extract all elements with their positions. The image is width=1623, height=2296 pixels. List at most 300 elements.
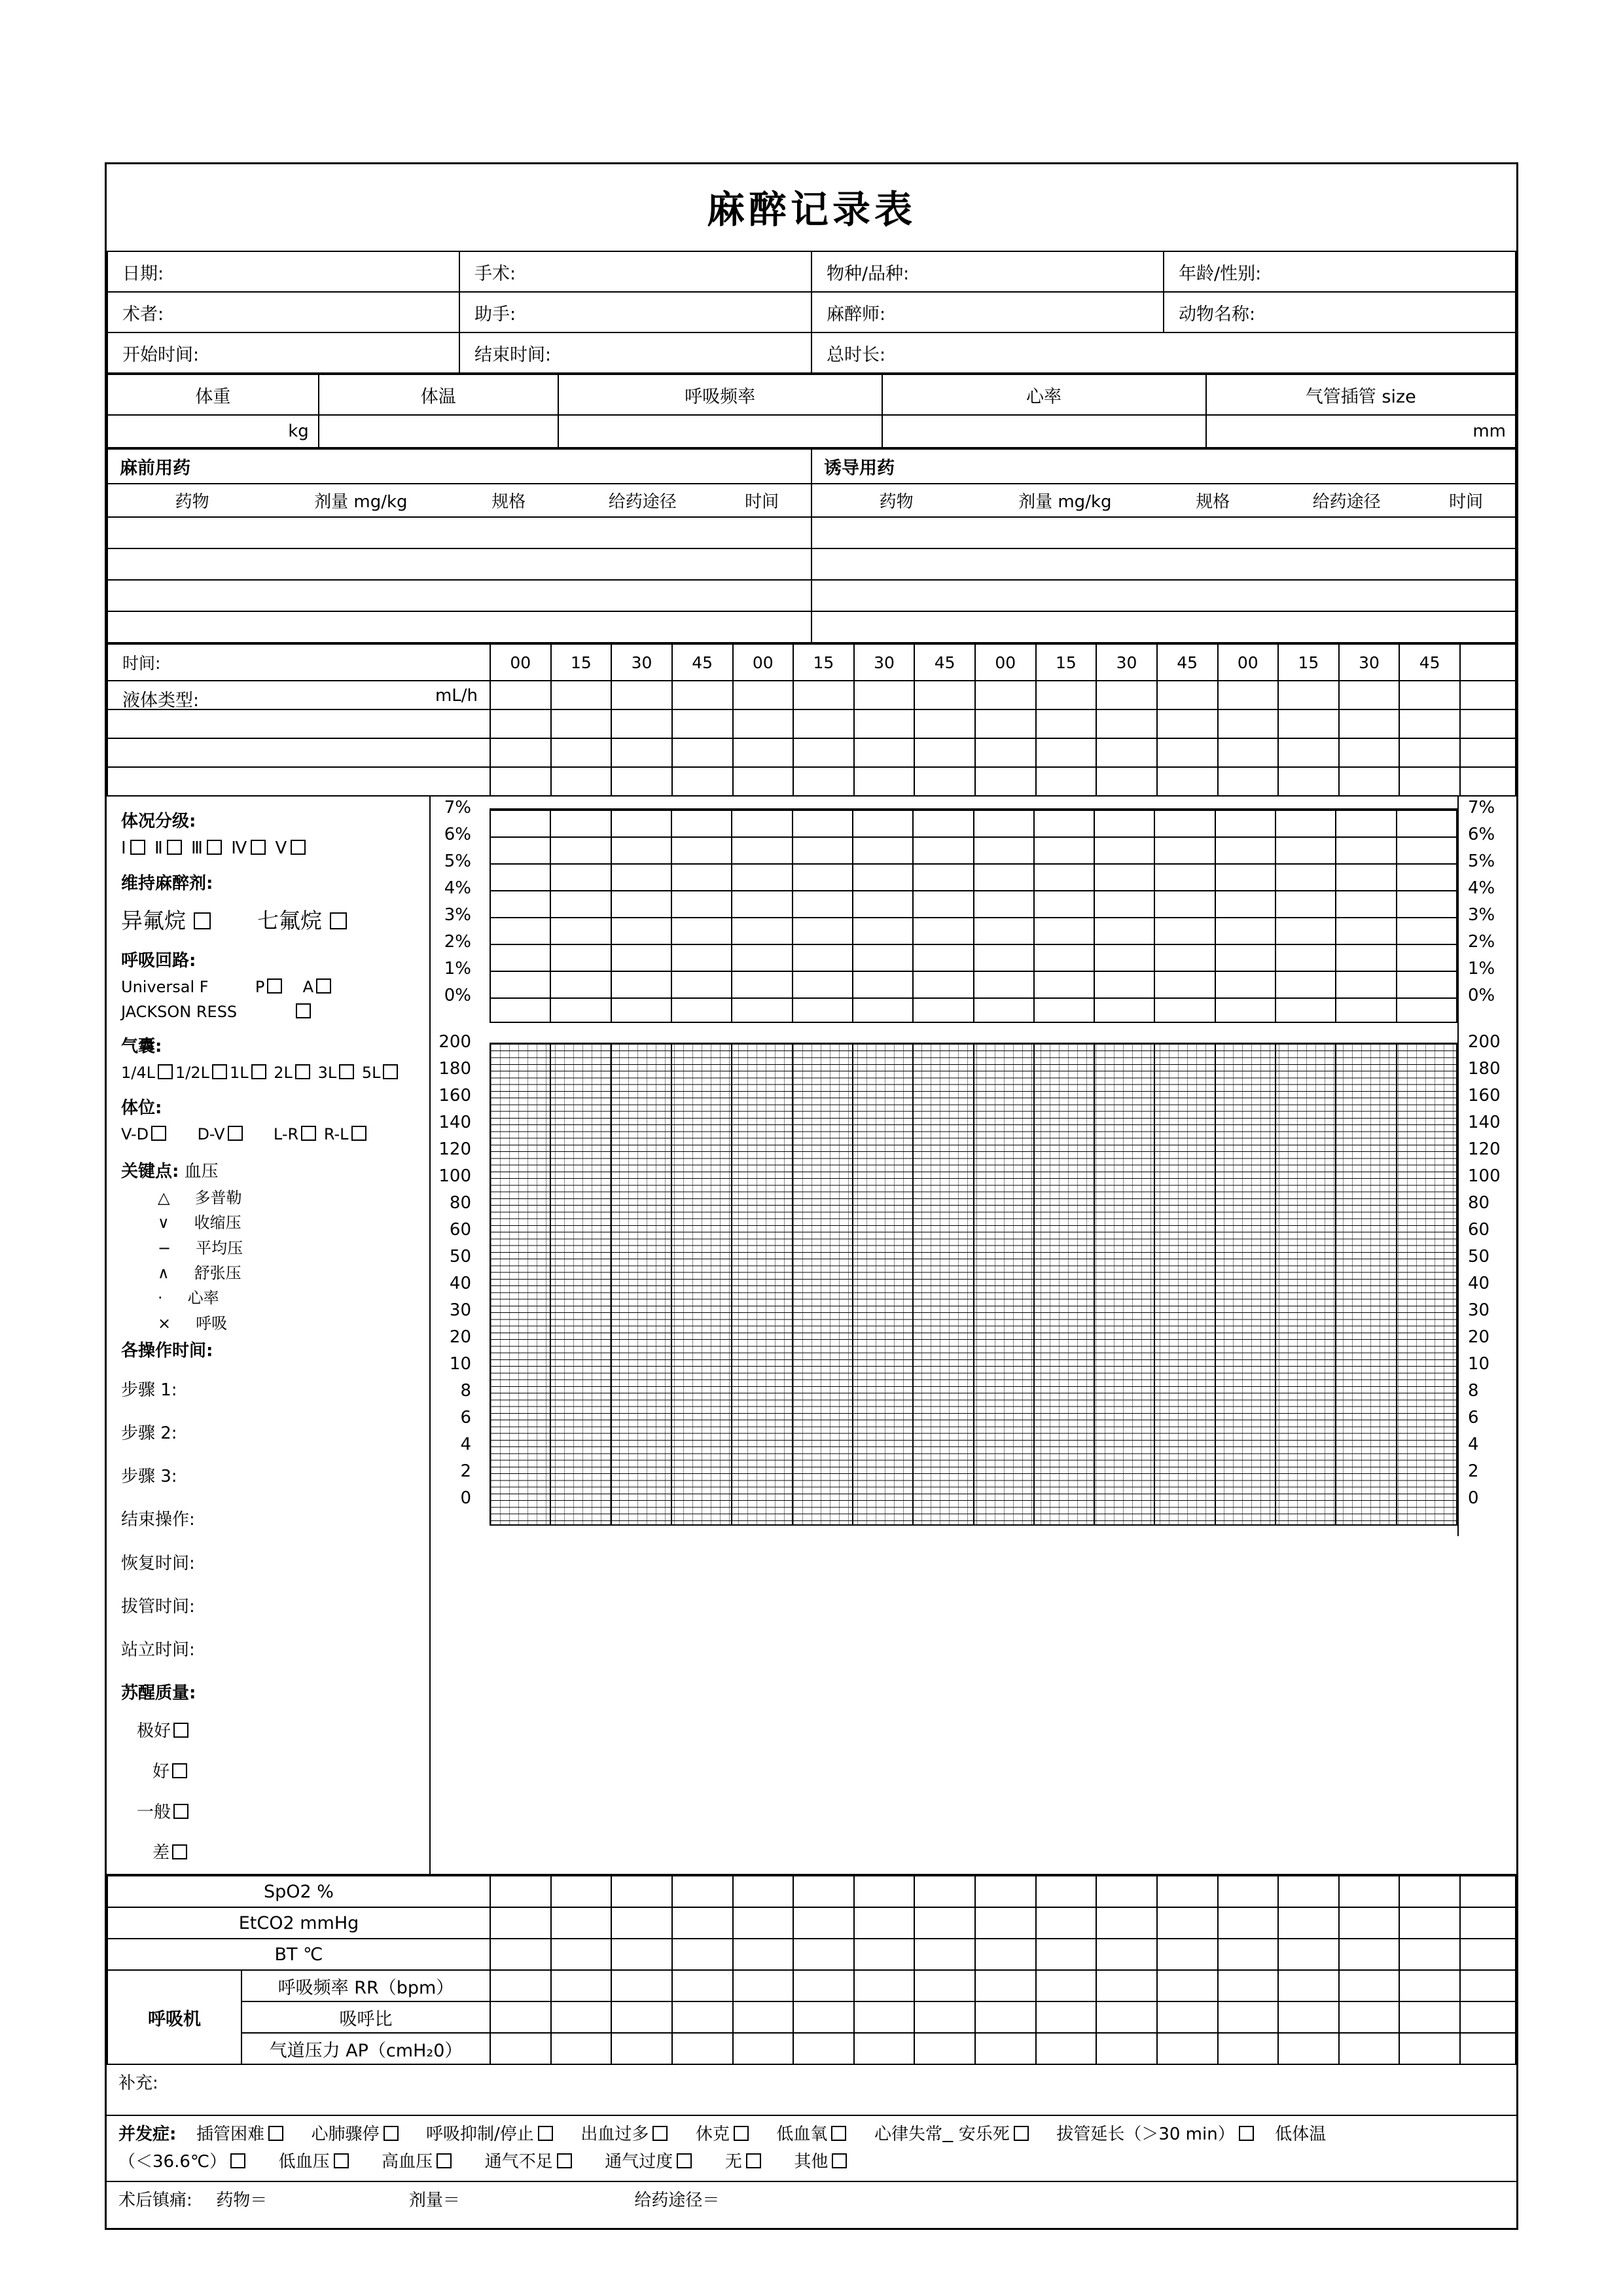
vitals-grid-column[interactable] — [491, 1044, 551, 1524]
vent-cell[interactable] — [1278, 2033, 1339, 2064]
complication-option[interactable]: 无 — [724, 2151, 742, 2172]
monitor-cell[interactable] — [1460, 1876, 1516, 1907]
fluid-row-label-cell[interactable] — [107, 681, 490, 709]
position-options[interactable] — [107, 1122, 429, 1147]
complication-option[interactable]: 通气过度 — [605, 2151, 673, 2172]
maintenance-isoflurane[interactable]: 异氟烷 — [121, 908, 186, 934]
vent-cell[interactable] — [672, 2001, 733, 2033]
position-option[interactable]: R-L — [323, 1125, 349, 1144]
fluid-cell[interactable] — [1399, 738, 1460, 767]
premed-entry-row[interactable] — [107, 548, 812, 580]
monitor-cell[interactable] — [1339, 1907, 1400, 1939]
monitor-cell[interactable] — [1218, 1907, 1279, 1939]
vent-cell[interactable] — [1339, 2033, 1400, 2064]
fluid-cell[interactable] — [1339, 738, 1400, 767]
vent-cell[interactable] — [975, 2001, 1036, 2033]
monitor-cell[interactable] — [672, 1876, 733, 1907]
fluid-cell[interactable] — [1460, 709, 1516, 738]
chart-plot-area[interactable] — [490, 797, 1457, 1874]
vent-cell[interactable] — [854, 2033, 915, 2064]
fluid-cell[interactable] — [793, 738, 854, 767]
fluid-cell[interactable] — [975, 681, 1036, 709]
fluid-cell[interactable] — [1036, 681, 1097, 709]
complication-option[interactable]: 低血压 — [278, 2151, 330, 2172]
fluid-cell[interactable] — [1157, 767, 1218, 796]
bag-options[interactable] — [107, 1060, 429, 1085]
fluid-cell[interactable] — [854, 738, 915, 767]
monitor-cell[interactable] — [1399, 1939, 1460, 1970]
monitor-cell[interactable] — [793, 1939, 854, 1970]
checkbox-icon[interactable] — [173, 1804, 188, 1819]
fluid-cell[interactable] — [551, 767, 612, 796]
field-animal-name[interactable]: 动物名称: — [1164, 292, 1516, 332]
checkbox-icon[interactable] — [831, 2126, 846, 2141]
fluid-cell[interactable] — [793, 767, 854, 796]
gas-grid-column[interactable] — [974, 810, 1035, 1022]
checkbox-icon[interactable] — [437, 2153, 452, 2168]
operation-step-2[interactable]: 步骤 2: — [121, 1424, 177, 1444]
monitor-cell[interactable] — [1460, 1939, 1516, 1970]
checkbox-icon[interactable] — [207, 840, 222, 855]
monitor-cell[interactable] — [793, 1907, 854, 1939]
fluid-cell[interactable] — [1339, 767, 1400, 796]
vent-cell[interactable] — [733, 2033, 794, 2064]
fluid-cell[interactable] — [672, 681, 733, 709]
operation-end[interactable]: 结束操作: — [121, 1510, 195, 1530]
checkbox-icon[interactable] — [538, 2126, 553, 2141]
position-option[interactable]: V-D — [121, 1125, 149, 1144]
checkbox-icon[interactable] — [1239, 2126, 1254, 2141]
asa-option-1[interactable]: Ⅰ — [121, 838, 128, 859]
fluid-cell[interactable] — [1278, 709, 1339, 738]
vent-cell[interactable] — [1036, 2001, 1097, 2033]
bag-option[interactable]: 1/2L — [175, 1063, 209, 1082]
complication-option[interactable]: 插管困难 — [196, 2124, 264, 2144]
operation-standing-time[interactable]: 站立时间: — [121, 1640, 195, 1660]
fluid-cell[interactable] — [1339, 709, 1400, 738]
monitor-cell[interactable] — [1278, 1939, 1339, 1970]
field-end-time[interactable]: 结束时间: — [459, 332, 812, 373]
gas-grid-column[interactable] — [1397, 810, 1456, 1022]
vent-cell[interactable] — [551, 2001, 612, 2033]
checkbox-icon[interactable] — [251, 1064, 266, 1079]
monitor-cell[interactable] — [1036, 1876, 1097, 1907]
operation-recovery-time[interactable]: 恢复时间: — [121, 1553, 195, 1573]
vent-cell[interactable] — [1157, 2001, 1218, 2033]
monitor-cell[interactable] — [1339, 1876, 1400, 1907]
vitals-graph-grid[interactable] — [490, 1043, 1457, 1526]
vent-cell[interactable] — [914, 2033, 975, 2064]
gas-grid-column[interactable] — [1035, 810, 1095, 1022]
vitals-value-temp[interactable] — [319, 415, 558, 448]
monitor-cell[interactable] — [854, 1939, 915, 1970]
fluid-cell[interactable] — [793, 709, 854, 738]
recovery-option-fair[interactable] — [107, 1785, 429, 1826]
checkbox-icon[interactable] — [339, 1064, 354, 1079]
analgesia-drug-field[interactable]: 药物＝ — [216, 2191, 268, 2211]
vent-cell[interactable] — [733, 1970, 794, 2001]
induction-entry-row[interactable] — [812, 611, 1516, 643]
field-species[interactable]: 物种/品种: — [812, 251, 1164, 292]
complication-option[interactable]: 其他 — [794, 2151, 829, 2172]
checkbox-icon[interactable] — [251, 840, 266, 855]
checkbox-icon[interactable] — [677, 2153, 692, 2168]
fluid-cell[interactable] — [914, 738, 975, 767]
checkbox-icon[interactable] — [652, 2126, 668, 2141]
fluid-cell[interactable] — [551, 709, 612, 738]
vent-cell[interactable] — [1036, 1970, 1097, 2001]
checkbox-icon[interactable] — [351, 1126, 366, 1141]
vitals-grid-column[interactable] — [914, 1044, 974, 1524]
checkbox-icon[interactable] — [172, 1763, 187, 1778]
vent-cell[interactable] — [672, 2033, 733, 2064]
fluid-cell[interactable] — [733, 709, 794, 738]
recovery-option-excellent[interactable] — [107, 1707, 429, 1745]
fluid-cell[interactable] — [1096, 709, 1157, 738]
fluid-cell[interactable] — [1399, 681, 1460, 709]
vitals-value-weight[interactable]: kg — [107, 415, 319, 448]
fluid-cell[interactable] — [854, 709, 915, 738]
fluid-cell[interactable] — [672, 738, 733, 767]
monitor-cell[interactable] — [611, 1876, 672, 1907]
gas-grid-column[interactable] — [1095, 810, 1155, 1022]
gas-grid-column[interactable] — [1216, 810, 1276, 1022]
induction-entry-row[interactable] — [812, 548, 1516, 580]
vent-cell[interactable] — [1157, 1970, 1218, 2001]
fluid-extra-label[interactable] — [107, 738, 490, 767]
gas-concentration-grid[interactable] — [490, 808, 1457, 1023]
monitor-cell[interactable] — [854, 1907, 915, 1939]
fluid-cell[interactable] — [1339, 681, 1400, 709]
vent-cell[interactable] — [793, 2033, 854, 2064]
fluid-cell[interactable] — [1399, 767, 1460, 796]
maintenance-sevoflurane[interactable]: 七氟烷 — [257, 908, 322, 934]
premed-entry-row[interactable] — [107, 611, 812, 643]
checkbox-icon[interactable] — [383, 1064, 398, 1079]
field-surgery[interactable]: 手术: — [459, 251, 812, 292]
complication-option[interactable]: 心律失常 — [874, 2124, 942, 2144]
vent-cell[interactable] — [672, 1970, 733, 2001]
asa-option-3[interactable]: Ⅲ — [191, 838, 204, 859]
gas-grid-column[interactable] — [1276, 810, 1336, 1022]
gas-grid-column[interactable] — [1155, 810, 1215, 1022]
monitor-cell[interactable] — [1460, 1907, 1516, 1939]
monitor-cell[interactable] — [1096, 1907, 1157, 1939]
vent-cell[interactable] — [551, 1970, 612, 2001]
monitor-cell[interactable] — [672, 1907, 733, 1939]
checkbox-icon[interactable] — [383, 2126, 399, 2141]
complication-option[interactable]: 安乐死 — [958, 2124, 1010, 2144]
induction-entry-row[interactable] — [812, 517, 1516, 548]
complication-option[interactable]: 拔管延长（＞30 min） — [1056, 2124, 1235, 2144]
monitor-cell[interactable] — [551, 1907, 612, 1939]
monitor-cell[interactable] — [490, 1876, 551, 1907]
checkbox-icon[interactable] — [267, 978, 282, 994]
bag-option[interactable]: 3L — [317, 1063, 337, 1082]
complication-option[interactable]: 低血氧 — [776, 2124, 828, 2144]
vent-cell[interactable] — [854, 2001, 915, 2033]
fluid-cell[interactable] — [490, 709, 551, 738]
vitals-value-tube[interactable]: mm — [1206, 415, 1516, 448]
monitor-cell[interactable] — [1157, 1907, 1218, 1939]
checkbox-icon[interactable] — [330, 912, 347, 929]
complications-block[interactable] — [107, 2116, 1516, 2181]
complication-option[interactable]: 通气不足 — [484, 2151, 553, 2172]
vent-cell[interactable] — [1036, 2033, 1097, 2064]
vent-cell[interactable] — [611, 1970, 672, 2001]
monitor-cell[interactable] — [1399, 1876, 1460, 1907]
fluid-cell[interactable] — [733, 767, 794, 796]
gas-grid-column[interactable] — [672, 810, 732, 1022]
premed-entry-row[interactable] — [107, 517, 812, 548]
fluid-cell[interactable] — [975, 738, 1036, 767]
vitals-grid-column[interactable] — [612, 1044, 672, 1524]
fluid-cell[interactable] — [1278, 767, 1339, 796]
fluid-cell[interactable] — [1278, 738, 1339, 767]
fluid-cell[interactable] — [1399, 709, 1460, 738]
vitals-grid-column[interactable] — [974, 1044, 1035, 1524]
fluid-cell[interactable] — [672, 767, 733, 796]
maintenance-options[interactable] — [107, 897, 429, 938]
field-total-duration[interactable]: 总时长: — [812, 332, 1516, 373]
monitor-cell[interactable] — [1278, 1876, 1339, 1907]
complication-option[interactable]: 高血压 — [382, 2151, 433, 2172]
monitor-cell[interactable] — [1036, 1907, 1097, 1939]
fluid-cell[interactable] — [733, 738, 794, 767]
recovery-option-poor[interactable] — [107, 1826, 429, 1874]
operation-step-1[interactable]: 步骤 1: — [121, 1380, 177, 1401]
monitor-cell[interactable] — [733, 1907, 794, 1939]
operation-extubation-time[interactable]: 拔管时间: — [121, 1596, 195, 1617]
vent-cell[interactable] — [1218, 2001, 1279, 2033]
fluid-cell[interactable] — [1218, 738, 1279, 767]
checkbox-icon[interactable] — [230, 2153, 245, 2168]
fluid-cell[interactable] — [914, 767, 975, 796]
fluid-cell[interactable] — [1218, 767, 1279, 796]
monitor-cell[interactable] — [490, 1939, 551, 1970]
fluid-cell[interactable] — [1036, 709, 1097, 738]
vitals-grid-column[interactable] — [1276, 1044, 1336, 1524]
fluid-extra-label[interactable] — [107, 709, 490, 738]
fluid-cell[interactable] — [611, 709, 672, 738]
checkbox-icon[interactable] — [295, 1064, 310, 1079]
vent-cell[interactable] — [1157, 2033, 1218, 2064]
fluid-cell[interactable] — [1460, 681, 1516, 709]
vitals-grid-column[interactable] — [1095, 1044, 1155, 1524]
checkbox-icon[interactable] — [316, 978, 331, 994]
premed-entry-row[interactable] — [107, 580, 812, 611]
monitor-cell[interactable] — [733, 1939, 794, 1970]
supplement-field[interactable]: 补充: — [118, 2073, 158, 2094]
checkbox-icon[interactable] — [746, 2153, 761, 2168]
fluid-cell[interactable] — [490, 681, 551, 709]
monitor-cell[interactable] — [1399, 1907, 1460, 1939]
fluid-cell[interactable] — [1036, 767, 1097, 796]
fluid-cell[interactable] — [914, 681, 975, 709]
vent-cell[interactable] — [854, 1970, 915, 2001]
checkbox-icon[interactable] — [194, 912, 211, 929]
gas-grid-column[interactable] — [612, 810, 672, 1022]
fluid-cell[interactable] — [551, 681, 612, 709]
monitor-cell[interactable] — [914, 1939, 975, 1970]
postop-analgesia-block[interactable] — [107, 2182, 1516, 2228]
vent-cell[interactable] — [1460, 1970, 1516, 2001]
asa-option-5[interactable]: Ⅴ — [275, 838, 289, 859]
fluid-cell[interactable] — [975, 709, 1036, 738]
complication-option-hypothermia[interactable]: 低体温 — [1275, 2124, 1327, 2144]
vent-cell[interactable] — [490, 2001, 551, 2033]
fluid-cell[interactable] — [1218, 709, 1279, 738]
checkbox-icon[interactable] — [167, 840, 182, 855]
gas-grid-column[interactable] — [793, 810, 853, 1022]
vent-cell[interactable] — [975, 2033, 1036, 2064]
fluid-cell[interactable] — [490, 738, 551, 767]
monitor-cell[interactable] — [854, 1876, 915, 1907]
checkbox-icon[interactable] — [228, 1126, 243, 1141]
fluid-cell[interactable] — [611, 738, 672, 767]
vitals-grid-column[interactable] — [1336, 1044, 1397, 1524]
monitor-cell[interactable] — [1157, 1939, 1218, 1970]
bag-option[interactable]: 1L — [230, 1063, 249, 1082]
analgesia-route-field[interactable]: 给药途径＝ — [634, 2191, 720, 2211]
checkbox-icon[interactable] — [1014, 2126, 1029, 2141]
field-surgeon[interactable]: 术者: — [107, 292, 459, 332]
vitals-grid-column[interactable] — [672, 1044, 732, 1524]
vent-cell[interactable] — [1399, 2033, 1460, 2064]
field-age-sex[interactable]: 年龄/性别: — [1164, 251, 1516, 292]
fluid-cell[interactable] — [672, 709, 733, 738]
vent-cell[interactable] — [1096, 1970, 1157, 2001]
vent-cell[interactable] — [1399, 1970, 1460, 2001]
vitals-grid-column[interactable] — [1397, 1044, 1456, 1524]
vent-cell[interactable] — [1339, 1970, 1400, 2001]
gas-grid-column[interactable] — [1336, 810, 1397, 1022]
vitals-value-rr[interactable] — [558, 415, 882, 448]
vitals-grid-column[interactable] — [1155, 1044, 1215, 1524]
induction-entry-row[interactable] — [812, 580, 1516, 611]
recovery-option-good[interactable] — [107, 1745, 429, 1785]
checkbox-icon[interactable] — [291, 840, 306, 855]
vent-cell[interactable] — [551, 2033, 612, 2064]
gas-grid-column[interactable] — [914, 810, 974, 1022]
vitals-grid-column[interactable] — [853, 1044, 914, 1524]
field-assistant[interactable]: 助手: — [459, 292, 812, 332]
checkbox-icon[interactable] — [130, 840, 145, 855]
vent-cell[interactable] — [1460, 2001, 1516, 2033]
asa-option-2[interactable]: Ⅱ — [154, 838, 164, 859]
monitor-cell[interactable] — [1036, 1939, 1097, 1970]
checkbox-icon[interactable] — [172, 1844, 187, 1859]
vent-cell[interactable] — [490, 1970, 551, 2001]
vent-cell[interactable] — [914, 1970, 975, 2001]
vent-cell[interactable] — [611, 2001, 672, 2033]
checkbox-icon[interactable] — [557, 2153, 572, 2168]
operation-step-3[interactable]: 步骤 3: — [121, 1467, 177, 1487]
bag-option[interactable]: 1/4L — [121, 1063, 155, 1082]
monitor-cell[interactable] — [1096, 1939, 1157, 1970]
fluid-cell[interactable] — [793, 681, 854, 709]
vent-cell[interactable] — [793, 1970, 854, 2001]
monitor-cell[interactable] — [611, 1907, 672, 1939]
fluid-cell[interactable] — [1096, 681, 1157, 709]
monitor-cell[interactable] — [1157, 1876, 1218, 1907]
vent-cell[interactable] — [1096, 2001, 1157, 2033]
monitor-cell[interactable] — [793, 1876, 854, 1907]
complication-option[interactable]: 休克 — [695, 2124, 730, 2144]
vitals-grid-column[interactable] — [732, 1044, 793, 1524]
checkbox-icon[interactable] — [334, 2153, 349, 2168]
vent-cell[interactable] — [793, 2001, 854, 2033]
circuit-jackson-rees[interactable] — [107, 999, 429, 1024]
vitals-grid-column[interactable] — [551, 1044, 611, 1524]
position-option[interactable]: D-V — [197, 1125, 225, 1144]
fluid-cell[interactable] — [854, 767, 915, 796]
fluid-cell[interactable] — [1157, 738, 1218, 767]
vent-cell[interactable] — [1218, 2033, 1279, 2064]
fluid-cell[interactable] — [733, 681, 794, 709]
monitor-cell[interactable] — [914, 1876, 975, 1907]
monitor-cell[interactable] — [1218, 1876, 1279, 1907]
gas-grid-column[interactable] — [853, 810, 914, 1022]
fluid-cell[interactable] — [854, 681, 915, 709]
checkbox-icon[interactable] — [268, 2126, 283, 2141]
monitor-cell[interactable] — [551, 1876, 612, 1907]
fluid-cell[interactable] — [1096, 767, 1157, 796]
asa-option-4[interactable]: Ⅳ — [231, 838, 249, 859]
complication-option[interactable]: 呼吸抑制/停止 — [426, 2124, 534, 2144]
checkbox-icon[interactable] — [173, 1723, 188, 1738]
fluid-extra-label[interactable] — [107, 767, 490, 796]
monitor-cell[interactable] — [1096, 1876, 1157, 1907]
monitor-cell[interactable] — [611, 1939, 672, 1970]
vent-cell[interactable] — [1218, 1970, 1279, 2001]
monitor-cell[interactable] — [975, 1876, 1036, 1907]
vent-cell[interactable] — [975, 1970, 1036, 2001]
checkbox-icon[interactable] — [296, 1003, 311, 1018]
fluid-cell[interactable] — [551, 738, 612, 767]
checkbox-icon[interactable] — [151, 1126, 166, 1141]
fluid-cell[interactable] — [1036, 738, 1097, 767]
fluid-cell[interactable] — [975, 767, 1036, 796]
fluid-cell[interactable] — [1278, 681, 1339, 709]
monitor-cell[interactable] — [672, 1939, 733, 1970]
vitals-grid-column[interactable] — [1216, 1044, 1276, 1524]
complication-option[interactable]: 心肺骤停 — [311, 2124, 380, 2144]
field-start-time[interactable]: 开始时间: — [107, 332, 459, 373]
vent-cell[interactable] — [914, 2001, 975, 2033]
checkbox-icon[interactable] — [301, 1126, 316, 1141]
monitor-cell[interactable] — [733, 1876, 794, 1907]
monitor-cell[interactable] — [490, 1907, 551, 1939]
fluid-cell[interactable] — [490, 767, 551, 796]
vent-cell[interactable] — [1278, 1970, 1339, 2001]
vent-cell[interactable] — [611, 2033, 672, 2064]
field-date[interactable]: 日期: — [107, 251, 459, 292]
position-option[interactable]: L-R — [273, 1125, 299, 1144]
complication-option[interactable]: 出血过多 — [580, 2124, 649, 2144]
analgesia-dose-field[interactable]: 剂量＝ — [408, 2191, 460, 2211]
vent-cell[interactable] — [1399, 2001, 1460, 2033]
vent-cell[interactable] — [1339, 2001, 1400, 2033]
monitor-cell[interactable] — [975, 1907, 1036, 1939]
fluid-cell[interactable] — [1157, 681, 1218, 709]
gas-grid-column[interactable] — [491, 810, 551, 1022]
vent-cell[interactable] — [1096, 2033, 1157, 2064]
bag-option[interactable]: 2L — [274, 1063, 293, 1082]
fluid-cell[interactable] — [1157, 709, 1218, 738]
fluid-cell[interactable] — [1218, 681, 1279, 709]
monitor-cell[interactable] — [1218, 1939, 1279, 1970]
